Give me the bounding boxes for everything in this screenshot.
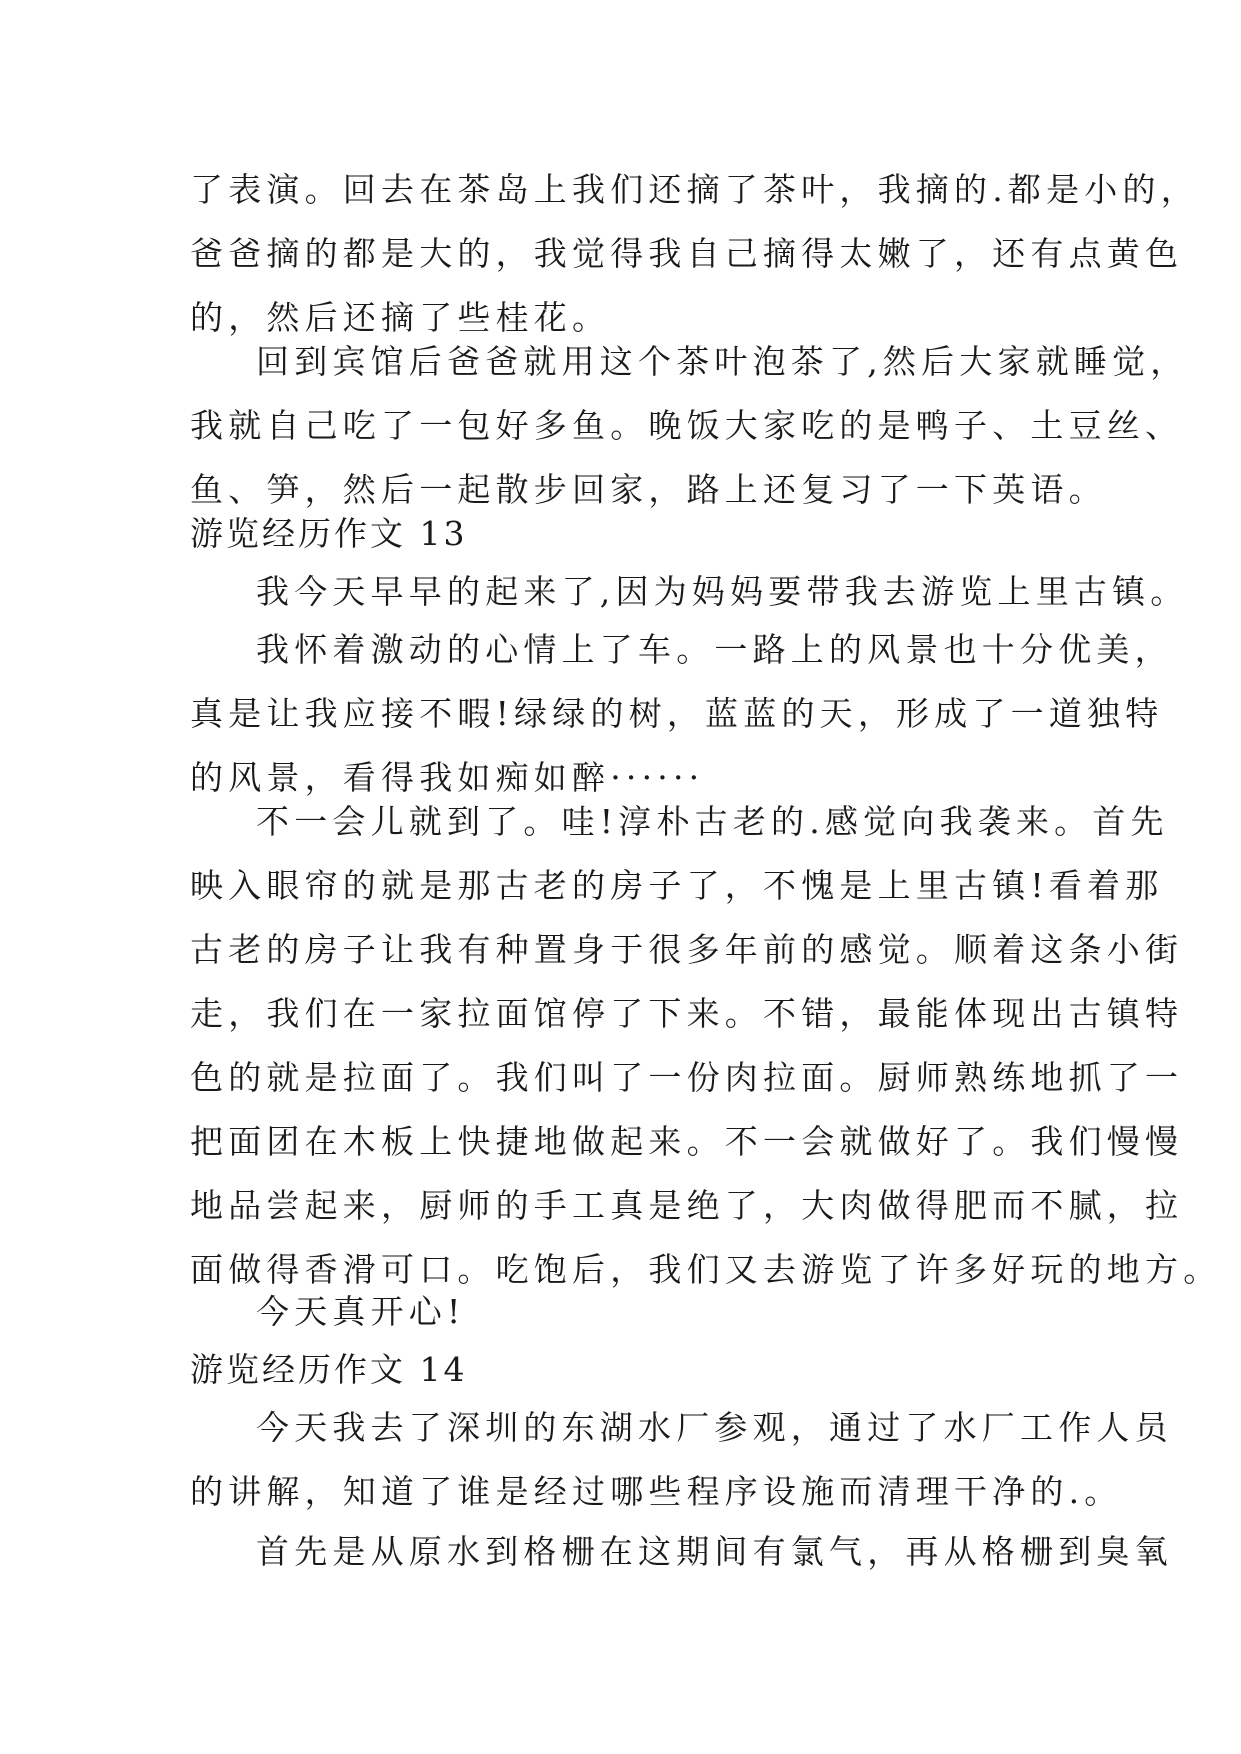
text-line: 地品尝起来，厨师的手工真是绝了，大肉做得肥而不腻，拉 (190, 1186, 1184, 1225)
text-line: 首先是从原水到格栅在这期间有氯气，再从格栅到臭氧 (256, 1532, 1173, 1571)
text-line: 的风景，看得我如痴如醉······ (190, 758, 705, 797)
text-line: 鱼、笋，然后一起散步回家，路上还复习了一下英语。 (190, 470, 1107, 509)
text-line: 我就自己吃了一包好多鱼。晚饭大家吃的是鸭子、土豆丝、 (190, 406, 1184, 445)
text-line: 不一会儿就到了。哇!淳朴古老的.感觉向我袭来。首先 (256, 802, 1169, 841)
text-line: 走，我们在一家拉面馆停了下来。不错，最能体现出古镇特 (190, 994, 1184, 1033)
text-line: 古老的房子让我有种置身于很多年前的感觉。顺着这条小街 (190, 930, 1184, 969)
section-heading: 游览经历作文 14 (190, 1350, 468, 1389)
paragraph-water-plant (190, 1396, 1173, 1524)
text-line: 的，然后还摘了些桂花。 (190, 298, 611, 337)
text-line: 爸爸摘的都是大的，我觉得我自己摘得太嫩了，还有点黄色 (190, 234, 1184, 273)
text-line: 我怀着激动的心情上了车。一路上的风景也十分优美， (256, 630, 1173, 669)
text-line: 回到宾馆后爸爸就用这个茶叶泡茶了,然后大家就睡觉， (256, 342, 1189, 381)
text-line: 今天真开心! (256, 1292, 466, 1331)
text-line: 我今天早早的起来了,因为妈妈要带我去游览上里古镇。 (256, 572, 1189, 611)
paragraph-morning (190, 560, 1189, 624)
text-line: 了表演。回去在茶岛上我们还摘了茶叶，我摘的.都是小的， (190, 170, 1199, 209)
paragraph-arrival (190, 790, 1222, 1302)
text-line: 的讲解，知道了谁是经过哪些程序设施而清理干净的.。 (190, 1472, 1123, 1511)
text-line: 把面团在木板上快捷地做起来。不一会就做好了。我们慢慢 (190, 1122, 1184, 1161)
text-line: 面做得香滑可口。吃饱后，我们又去游览了许多好玩的地方。 (190, 1250, 1222, 1289)
paragraph-tea-island (190, 158, 1199, 350)
section-heading-14 (190, 1338, 1070, 1402)
paragraph-happy (190, 1280, 1070, 1344)
text-line: 真是让我应接不暇!绿绿的树，蓝蓝的天，形成了一道独特 (190, 694, 1164, 733)
text-line: 色的就是拉面了。我们叫了一份肉拉面。厨师熟练地抓了一 (190, 1058, 1184, 1097)
text-line: 今天我去了深圳的东湖水厂参观，通过了水厂工作人员 (256, 1408, 1173, 1447)
section-heading: 游览经历作文 13 (190, 514, 468, 553)
paragraph-car-ride (190, 618, 1173, 810)
paragraph-first-step (190, 1520, 1173, 1584)
section-heading-13 (190, 502, 1070, 566)
paragraph-hotel (190, 330, 1189, 522)
text-line: 映入眼帘的就是那古老的房子了，不愧是上里古镇!看着那 (190, 866, 1164, 905)
